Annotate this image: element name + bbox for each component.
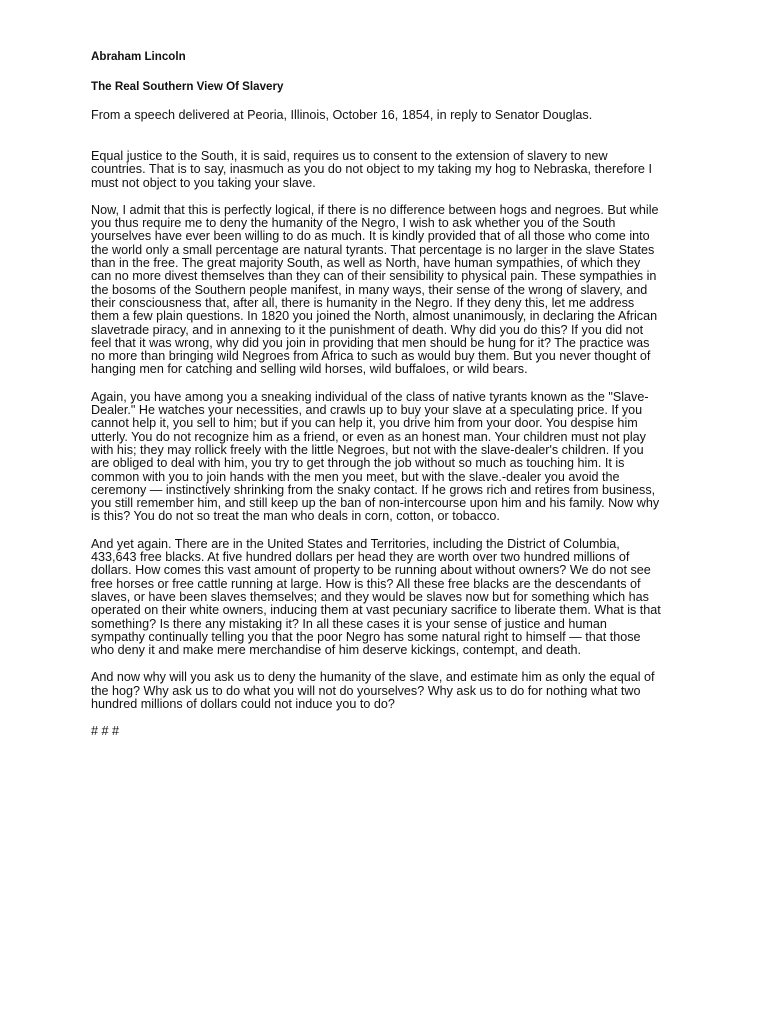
paragraph-line: hanging men for catching and selling wild horses, wild buffaloes, or wild bears. bbox=[91, 362, 528, 377]
paragraph-line: Now, I admit that this is perfectly logical, if there is no difference between hogs and negroes. But while bbox=[91, 202, 659, 217]
paragraph-line: who deny it and make mere merchandise of him deserve kickings, contempt, and death. bbox=[91, 643, 582, 658]
document-page bbox=[91, 49, 691, 739]
paragraph-line: Equal justice to the South, it is said, requires us to consent to the extension of slavery to new bbox=[91, 149, 608, 163]
paragraph-line: free horses or free cattle running at large. How is this? All these free blacks are the descendants of bbox=[91, 576, 641, 591]
paragraph-line: something? Is there any mistaking it? In all these cases it is your sense of justice and human bbox=[91, 616, 607, 631]
paragraph-line: cannot help it, you sell to him; but if you can help it, you drive him from your door. You despise him bbox=[91, 416, 638, 431]
paragraph-line: them a few plain questions. In 1820 you joined the North, almost unanimously, in declaring the African bbox=[91, 309, 658, 324]
body-paragraph bbox=[91, 204, 691, 377]
end-mark: # # # bbox=[91, 724, 120, 739]
paragraph-line: hundred millions of dollars could not induce you to do? bbox=[91, 696, 395, 711]
paragraph-line: are obliged to deal with him, you try to get through the job without so much as touching him. It is bbox=[91, 456, 625, 471]
paragraph-line: slavetrade piracy, and in annexing to it the punishment of death. Why did you do this? If you did not bbox=[91, 322, 644, 337]
paragraph-line: is this? You do not so treat the man who deals in corn, cotton, or tobacco. bbox=[91, 509, 500, 524]
paragraph-line: can no more divest themselves than they can of their sensibility to physical pain. These sympathies in bbox=[91, 269, 657, 284]
paragraph-line: And yet again. There are in the United States and Territories, including the District of Columbia, bbox=[91, 536, 620, 551]
paragraph-line: And now why will you ask us to deny the humanity of the slave, and estimate him as only the equal of bbox=[91, 670, 655, 685]
source-line: From a speech delivered at Peoria, Illinois, October 16, 1854, in reply to Senator Douglas. bbox=[91, 108, 593, 122]
paragraph-line: countries. That is to say, inasmuch as you do not object to my taking my hog to Nebraska, therefore I bbox=[91, 162, 652, 177]
paragraph-line: dollars. How comes this vast amount of property to be running about without owners? We do not see bbox=[91, 563, 651, 578]
paragraph-line: you still remember him, and still keep up the ban of non-intercourse upon him and his family. Now why bbox=[91, 496, 660, 511]
paragraph-line: operated on their white owners, inducing them at vast pecuniary sacrifice to liberate them. What is that bbox=[91, 603, 661, 618]
paragraph-line: you thus require me to deny the humanity of the Negro, I wish to ask whether you of the South bbox=[91, 216, 616, 231]
body-paragraph bbox=[91, 538, 691, 658]
body-paragraph bbox=[91, 671, 691, 711]
paragraph-line: the bosoms of the Southern people manifest, in many ways, their sense of the wrong of slavery, and bbox=[91, 282, 648, 297]
paragraph-line: sympathy continually telling you that the poor Negro has some natural right to himself — that those bbox=[91, 629, 641, 644]
paragraph-line: with his; they may rollick freely with the little Negroes, but not with the slave-dealer's children. If you bbox=[91, 442, 644, 457]
paragraph-line: than in the free. The great majority South, as well as North, have human sympathies, of which they bbox=[91, 256, 641, 271]
paragraph-line: their consciousness that, after all, there is humanity in the Negro. If they deny this, let me address bbox=[91, 295, 635, 310]
paragraph-line: feel that it was wrong, why did you join in providing that men should be hung for it? The practice was bbox=[91, 335, 650, 350]
paragraph-line: utterly. You do not recognize him as a friend, or even as an honest man. Your children must not play bbox=[91, 429, 646, 444]
paragraph-line: ceremony — instinctively shrinking from the snaky contact. If he grows rich and retires from business, bbox=[91, 482, 656, 497]
paragraph-line: Again, you have among you a sneaking individual of the class of native tyrants known as the "Slave- bbox=[91, 389, 649, 404]
paragraph-line: yourselves have ever been willing to do as much. It is kindly provided that of all those who come into bbox=[91, 229, 650, 244]
paragraph-line: 433,643 free blacks. At five hundred dollars per head they are worth over two hundred millions of bbox=[91, 550, 630, 565]
paragraph-line: the world only a small percentage are natural tyrants. That percentage is no larger in the slave States bbox=[91, 242, 655, 257]
body-text bbox=[91, 150, 691, 711]
paragraph-line: must not object to you taking your slave. bbox=[91, 175, 316, 190]
author-name: Abraham Lincoln bbox=[91, 50, 186, 63]
paragraph-line: the hog? Why ask us to do what you will not do yourselves? Why ask us to do for nothing what two bbox=[91, 683, 641, 698]
body-paragraph bbox=[91, 391, 691, 524]
document-title: The Real Southern View Of Slavery bbox=[91, 80, 284, 93]
paragraph-line: no more than bringing wild Negroes from Africa to such as would buy them. But you never thought of bbox=[91, 349, 651, 364]
body-paragraph bbox=[91, 150, 691, 190]
paragraph-line: slaves, or have been slaves themselves; and they would be slaves now but for something which has bbox=[91, 589, 649, 604]
paragraph-line: Dealer." He watches your necessities, and crawls up to buy your slave at a speculating price. If you bbox=[91, 403, 643, 418]
paragraph-line: common with you to join hands with the men you meet, but with the slave.-dealer you avoid the bbox=[91, 469, 620, 484]
